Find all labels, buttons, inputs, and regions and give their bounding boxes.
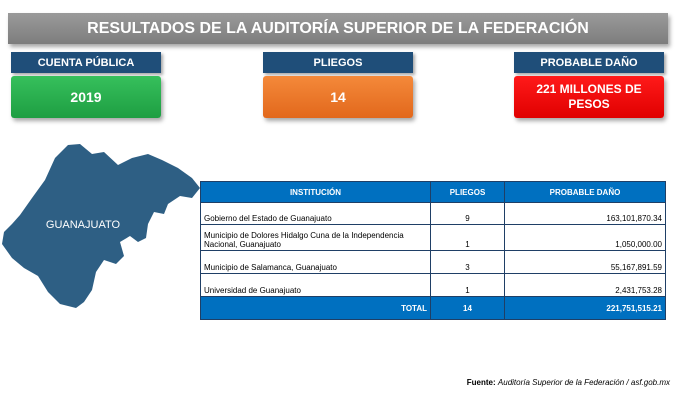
cell-pliegos: 3 <box>431 251 505 274</box>
guanajuato-map <box>0 140 210 310</box>
cell-institucion: Gobierno del Estado de Guanajuato <box>201 203 431 225</box>
cell-dano: 55,167,891.59 <box>505 251 666 274</box>
kpi-value: 221 MILLONES DE PESOS <box>514 76 664 118</box>
kpi-value: 2019 <box>11 76 161 118</box>
cell-institucion: Municipio de Salamanca, Guanajuato <box>201 251 431 274</box>
state-label: GUANAJUATO <box>45 219 121 231</box>
cell-dano: 163,101,870.34 <box>505 203 666 225</box>
table-total-row <box>201 297 666 320</box>
cell-pliegos: 9 <box>431 203 505 225</box>
report-title-banner <box>8 13 668 44</box>
col-institucion: INSTITUCIÓN <box>201 182 431 203</box>
results-table <box>200 181 666 320</box>
kpi-label: CUENTA PÚBLICA <box>11 52 161 73</box>
col-probable-dano: PROBABLE DAÑO <box>505 182 666 203</box>
table-row <box>201 203 666 225</box>
total-label: TOTAL <box>201 297 431 320</box>
cell-dano: 1,050,000.00 <box>505 225 666 251</box>
report-title: RESULTADOS DE LA AUDITORÍA SUPERIOR DE LA FEDERACIÓN <box>87 19 589 37</box>
cell-pliegos: 1 <box>431 225 505 251</box>
source-label: Fuente: <box>466 378 496 387</box>
table-row <box>201 274 666 297</box>
cell-dano: 2,431,753.28 <box>505 274 666 297</box>
cell-institucion: Municipio de Dolores Hidalgo Cuna de la Independencia Nacional, Guanajuato <box>201 225 431 251</box>
cell-institucion: Universidad de Guanajuato <box>201 274 431 297</box>
total-pliegos: 14 <box>431 297 505 320</box>
kpi-value: 14 <box>263 76 413 118</box>
table-row <box>201 251 666 274</box>
source-note <box>467 378 670 387</box>
table-row <box>201 225 666 251</box>
kpi-pliegos <box>263 52 413 118</box>
total-dano: 221,751,515.21 <box>505 297 666 320</box>
kpi-cuenta-publica <box>11 52 161 118</box>
cell-pliegos: 1 <box>431 274 505 297</box>
col-pliegos: PLIEGOS <box>431 182 505 203</box>
kpi-probable-dano <box>514 52 664 118</box>
source-text: Auditoría Superior de la Federación / asf.gob.mx <box>497 378 670 387</box>
kpi-label: PLIEGOS <box>263 52 413 73</box>
kpi-label: PROBABLE DAÑO <box>514 52 664 73</box>
table-header-row <box>201 182 666 203</box>
